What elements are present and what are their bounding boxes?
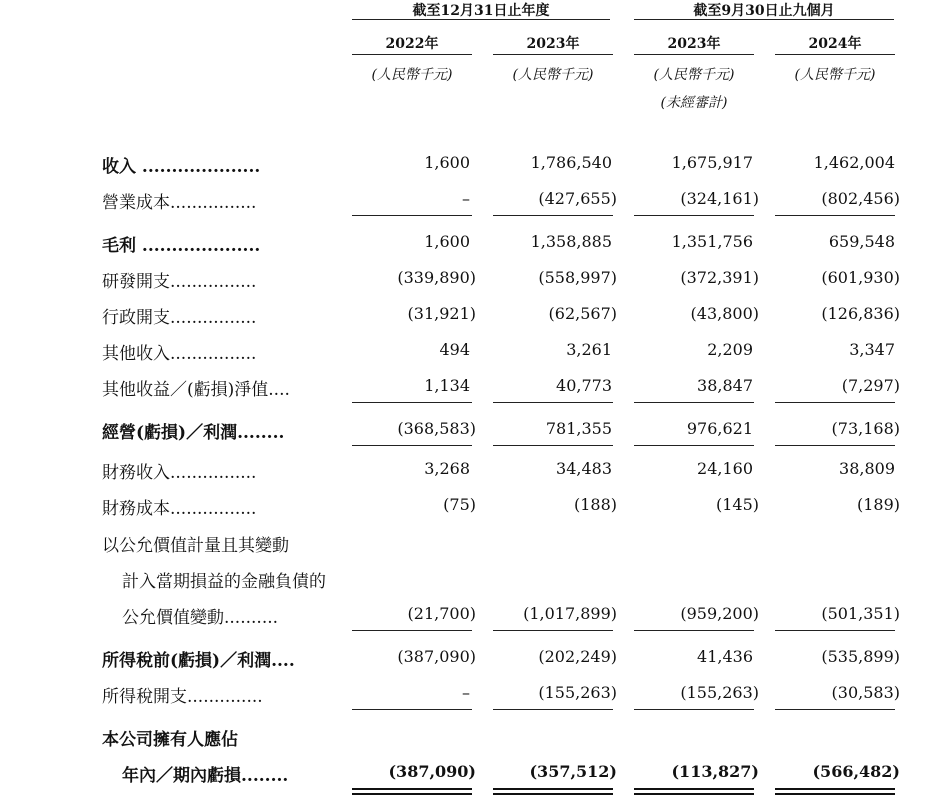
cell: 1,675,917 xyxy=(671,153,753,172)
double-underline xyxy=(493,788,613,795)
unit-label: (人民幣千元) xyxy=(512,67,594,83)
group-header-year: 截至12月31日止年度 xyxy=(412,3,550,19)
divider xyxy=(634,445,754,446)
cell: (501,351) xyxy=(821,604,900,623)
double-underline xyxy=(775,788,895,795)
cell-total: (387,090) xyxy=(388,762,476,781)
double-underline xyxy=(352,788,472,795)
cell-total: (566,482) xyxy=(812,762,900,781)
cell: 1,600 xyxy=(424,153,470,172)
cell: (31,921) xyxy=(407,304,476,323)
row-label: 財務成本................ xyxy=(102,499,257,519)
cell: (126,836) xyxy=(821,304,900,323)
row-label: 以公允價值計量且其變動 xyxy=(102,536,289,556)
divider xyxy=(634,54,754,55)
cell: 1,786,540 xyxy=(530,153,612,172)
row-label: 其他收益／(虧損)淨值.... xyxy=(102,380,290,400)
cell: (558,997) xyxy=(538,268,617,287)
divider xyxy=(352,445,472,446)
cell: (155,263) xyxy=(538,683,617,702)
cell: 1,462,004 xyxy=(813,153,895,172)
cell: (427,655) xyxy=(538,189,617,208)
row-label: 經營(虧損)／利潤........ xyxy=(102,423,285,443)
double-underline xyxy=(634,788,754,795)
cell: (145) xyxy=(715,495,759,514)
divider xyxy=(352,630,472,631)
cell: 781,355 xyxy=(545,419,612,438)
col-header-2023: 2023年 xyxy=(526,36,580,52)
cell: (189) xyxy=(856,495,900,514)
cell: 1,351,756 xyxy=(671,232,753,251)
divider xyxy=(352,54,472,55)
divider xyxy=(352,709,472,710)
row-label: 研發開支................ xyxy=(102,272,257,292)
cell: 659,548 xyxy=(828,232,895,251)
divider xyxy=(352,402,472,403)
cell: (43,800) xyxy=(690,304,759,323)
cell: 41,436 xyxy=(697,647,753,666)
cell: (155,263) xyxy=(680,683,759,702)
cell: 1,600 xyxy=(424,232,470,251)
divider xyxy=(634,630,754,631)
unit-label: (人民幣千元) xyxy=(794,67,876,83)
divider xyxy=(634,402,754,403)
cell: (372,391) xyxy=(680,268,759,287)
cell: (21,700) xyxy=(407,604,476,623)
cell: 1,134 xyxy=(424,376,470,395)
cell: (75) xyxy=(443,495,476,514)
cell: 1,358,885 xyxy=(530,232,612,251)
divider xyxy=(493,402,613,403)
divider xyxy=(352,19,610,20)
divider xyxy=(493,215,613,216)
cell-total: (113,827) xyxy=(671,762,759,781)
divider xyxy=(634,19,894,20)
cell: (7,297) xyxy=(841,376,900,395)
cell: (601,930) xyxy=(821,268,900,287)
col-header-2022: 2022年 xyxy=(385,36,439,52)
row-label: 本公司擁有人應佔 xyxy=(102,730,238,750)
cell: (368,583) xyxy=(397,419,476,438)
cell: 24,160 xyxy=(697,459,753,478)
divider xyxy=(775,709,895,710)
cell: 494 xyxy=(439,340,470,359)
cell: – xyxy=(462,189,470,208)
cell: (62,567) xyxy=(548,304,617,323)
row-label: 毛利 .................... xyxy=(102,236,261,256)
cell: (535,899) xyxy=(821,647,900,666)
cell: 3,268 xyxy=(424,459,470,478)
divider xyxy=(493,54,613,55)
divider xyxy=(493,630,613,631)
divider xyxy=(634,709,754,710)
cell-total: (357,512) xyxy=(529,762,617,781)
cell: 40,773 xyxy=(556,376,612,395)
cell: (73,168) xyxy=(831,419,900,438)
divider xyxy=(775,445,895,446)
cell: 38,847 xyxy=(697,376,753,395)
divider xyxy=(775,630,895,631)
cell: – xyxy=(462,683,470,702)
row-label: 所得稅前(虧損)／利潤.... xyxy=(102,651,295,671)
cell: 3,261 xyxy=(566,340,612,359)
cell: 38,809 xyxy=(839,459,895,478)
row-label: 年內／期內虧損........ xyxy=(122,766,289,786)
cell: (959,200) xyxy=(680,604,759,623)
divider xyxy=(634,215,754,216)
cell: 3,347 xyxy=(849,340,895,359)
row-label: 財務收入................ xyxy=(102,463,257,483)
row-label: 其他收入................ xyxy=(102,344,257,364)
divider xyxy=(352,215,472,216)
cell: (30,583) xyxy=(831,683,900,702)
row-label: 計入當期損益的金融負債的 xyxy=(122,572,326,592)
cell: (339,890) xyxy=(397,268,476,287)
col-header-2023-9m: 2023年 xyxy=(667,36,721,52)
divider xyxy=(775,54,895,55)
cell: (202,249) xyxy=(538,647,617,666)
group-header-nine-months: 截至9月30日止九個月 xyxy=(693,3,835,19)
cell: (1,017,899) xyxy=(523,604,617,623)
row-label: 收入 .................... xyxy=(102,157,261,177)
col-header-2024-9m: 2024年 xyxy=(808,36,862,52)
unit-label: (人民幣千元) xyxy=(653,67,735,83)
divider xyxy=(493,709,613,710)
divider xyxy=(775,215,895,216)
row-label: 行政開支................ xyxy=(102,308,257,328)
row-label: 所得稅開支.............. xyxy=(102,687,263,707)
row-label: 公允價值變動.......... xyxy=(122,608,279,628)
cell: 2,209 xyxy=(707,340,753,359)
cell: 34,483 xyxy=(556,459,612,478)
cell: (802,456) xyxy=(821,189,900,208)
cell: 976,621 xyxy=(686,419,753,438)
row-label: 營業成本................ xyxy=(102,193,257,213)
divider xyxy=(493,445,613,446)
cell: (387,090) xyxy=(397,647,476,666)
unaudited-label: (未經審計) xyxy=(660,95,728,111)
cell: (324,161) xyxy=(680,189,759,208)
unit-label: (人民幣千元) xyxy=(371,67,453,83)
cell: (188) xyxy=(573,495,617,514)
divider xyxy=(775,402,895,403)
